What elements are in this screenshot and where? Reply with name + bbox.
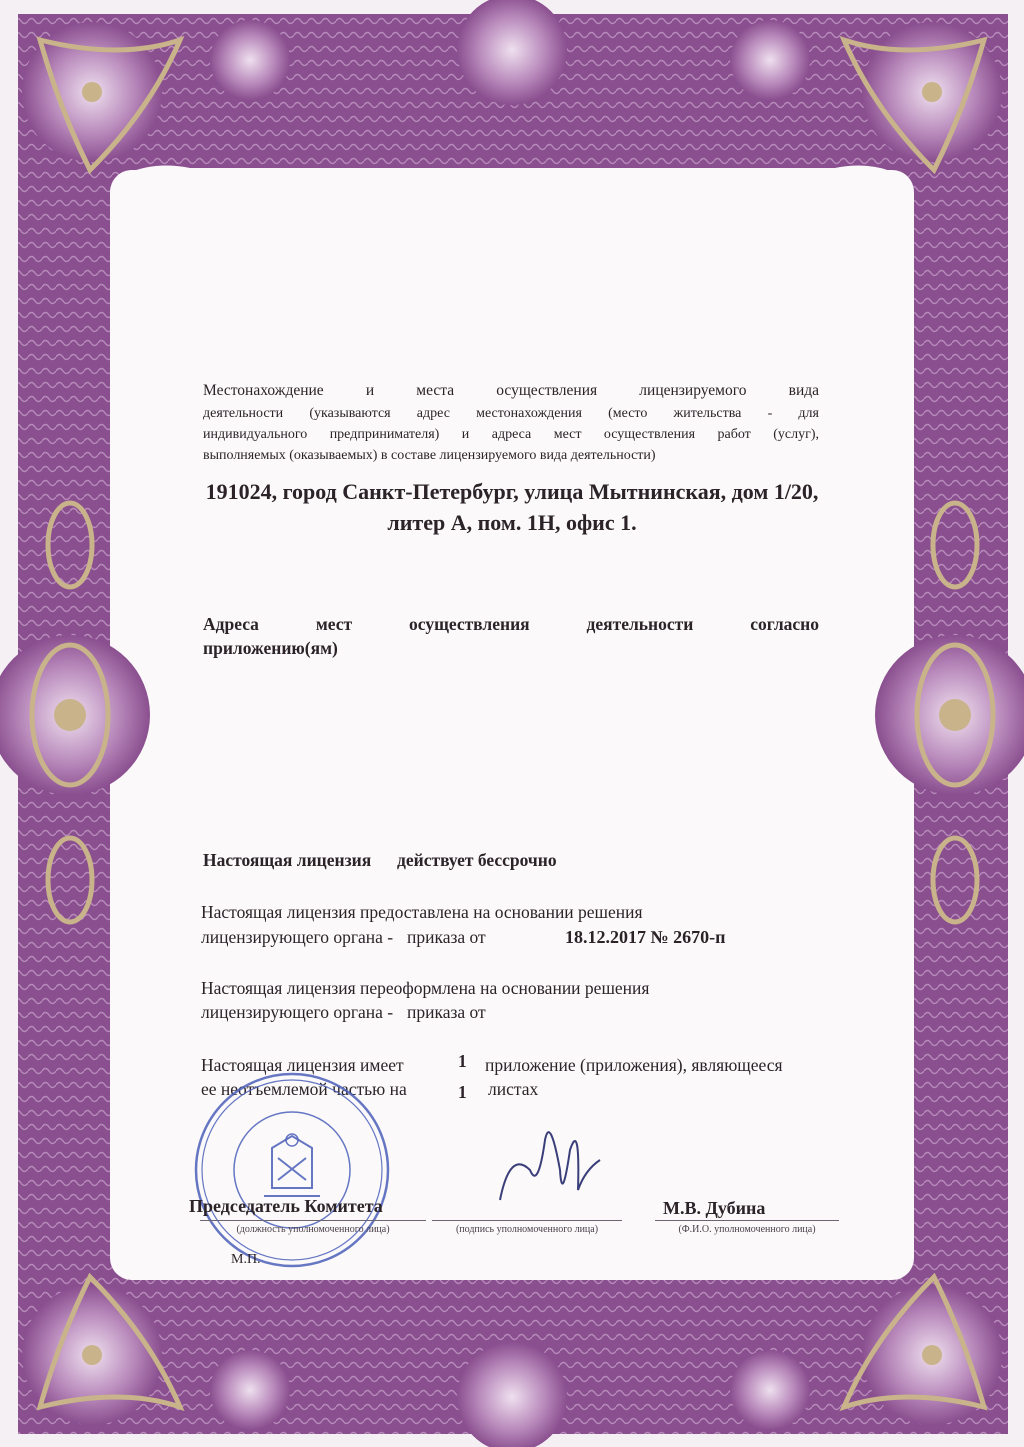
signer-name: М.В. Дубина: [663, 1198, 766, 1218]
location-caption-line3: индивидуального предпринимателя) и адреса мест осуществления работ (услуг),: [203, 427, 819, 442]
appendix-count: 1: [458, 1051, 467, 1071]
places-note-line1: Адреса мест осуществления деятельности согласно: [203, 614, 819, 634]
location-caption-line4: выполняемых (оказываемых) в составе лицензируемого вида деятельности): [203, 448, 656, 463]
seal-place-label: М.П.: [231, 1252, 261, 1267]
granted-order-value: 18.12.2017 № 2670-п: [565, 927, 726, 947]
places-note-line2: приложению(ям): [203, 638, 338, 658]
appendix-sheets: 1: [458, 1082, 467, 1102]
signature-caption: (подпись уполномоченного лица): [455, 1224, 599, 1235]
validity-label: Настоящая лицензия: [203, 850, 372, 870]
position-title: Председатель Комитета: [189, 1196, 383, 1216]
position-caption: (должность уполномоченного лица): [236, 1224, 390, 1235]
granted-type: приказа от: [407, 927, 486, 947]
name-caption: (Ф.И.О. уполномоченного лица): [678, 1224, 816, 1235]
appendix-line1-a: Настоящая лицензия имеет: [201, 1055, 404, 1075]
address-line2: литер А, пом. 1Н, офис 1.: [387, 510, 637, 535]
granted-line1: Настоящая лицензия предоставлена на основании решения: [201, 902, 643, 922]
granted-label: лицензирующего органа -: [201, 927, 394, 947]
reissued-label: лицензирующего органа -: [201, 1002, 394, 1022]
address-line1: 191024, город Санкт-Петербург, улица Мытнинская, дом 1/20,: [205, 479, 819, 504]
appendix-line1-b: приложение (приложения), являющееся: [485, 1055, 783, 1075]
reissued-type: приказа от: [407, 1002, 486, 1022]
signature-scribble: [490, 1110, 610, 1220]
appendix-line2-a: ее неотъемлемой частью на: [201, 1079, 407, 1099]
location-caption-line2: деятельности (указываются адрес местонахождения (место жительства - для: [203, 406, 819, 421]
validity-value: действует бессрочно: [397, 850, 557, 870]
official-stamp: [192, 1070, 392, 1270]
appendix-line2-b: листах: [488, 1079, 539, 1099]
reissued-line1: Настоящая лицензия переоформлена на основании решения: [201, 978, 650, 998]
location-caption-line1: Местонахождение и места осуществления лицензируемого вида: [203, 382, 819, 399]
